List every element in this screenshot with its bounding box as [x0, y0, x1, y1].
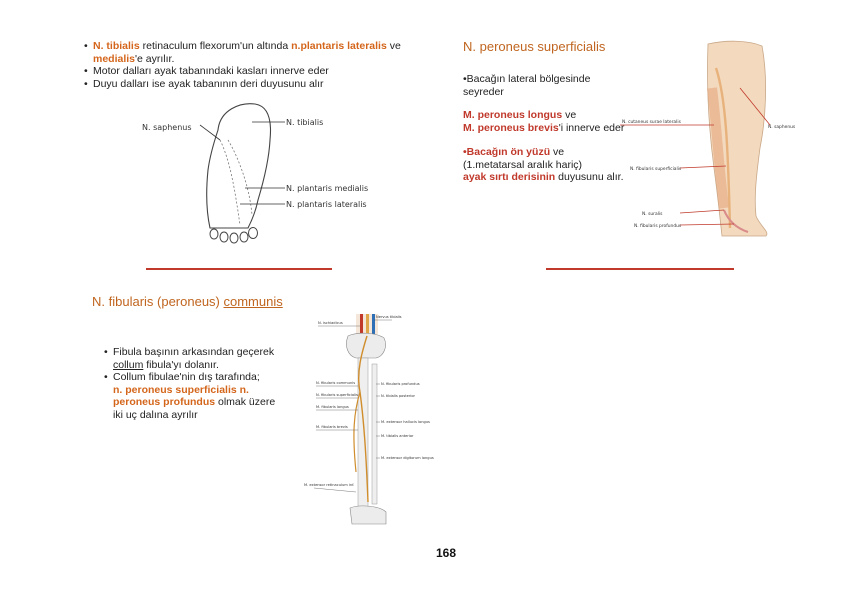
sensory-line-2: (1.metatarsal aralık hariç)	[463, 158, 583, 171]
fibularis-communis-text	[104, 346, 296, 421]
sk-label-fib-prof: N. fibularis profundus	[381, 382, 420, 386]
bullet-1-part-4: ve	[386, 40, 401, 52]
bullet-1-part-5: medialis	[93, 52, 136, 65]
lateral-line-1: •Bacağın lateral bölgesinde	[463, 73, 591, 85]
bullet-1-part-3: n.plantaris lateralis	[291, 40, 387, 52]
leg-figure	[620, 38, 810, 243]
fibularis-communis-heading: N. fibularis (peroneus) communis	[92, 294, 283, 309]
tibialis-bullet-2	[84, 65, 404, 78]
leg-label-cutaneus: N. cutaneus surae lateralis	[622, 120, 681, 125]
sk-label-fib-brev: M. fibularis brevis	[316, 425, 348, 429]
bullet-1-part-2: retinaculum flexorum'un altında	[139, 40, 292, 52]
tibialis-bullet-1	[84, 40, 404, 65]
tibialis-text-block	[84, 40, 404, 90]
label-plantaris-lateralis: N. plantaris lateralis	[286, 200, 367, 209]
sk-label-peron-long: M. fibularis longus	[316, 405, 349, 409]
sk-label-ischiadicus: N. ischiadicus	[318, 321, 343, 325]
innervation-line-1: M. peroneus longus ve	[463, 109, 577, 121]
bullet-2-part-1: Motor dalları ayak tabanındaki kasları innerve eder	[93, 65, 329, 77]
bullet-1-part-1: N. tibialis	[93, 40, 140, 52]
leg-skeleton-figure	[300, 312, 434, 544]
sk-label-fib-sup: N. fibularis superficialis	[316, 393, 358, 397]
leg-label-fibularis-superficialis: N. fibularis superficialis	[630, 167, 682, 172]
label-saphenus: N. saphenus	[142, 123, 192, 132]
divider-right	[546, 268, 734, 270]
sk-label-tibialis-top: Nervus tibialis	[376, 315, 402, 319]
sk-label-fib-comm: N. fibularis communis	[316, 381, 356, 385]
peroneus-superficialis-heading: N. peroneus superficialis	[463, 39, 606, 54]
label-plantaris-medialis: N. plantaris medialis	[286, 184, 369, 193]
foot-sole-figure	[140, 100, 380, 250]
leg-label-fibularis-profundus: N. fibularis profundus	[634, 224, 682, 229]
sk-label-tib-ant: M. tibialis anterior	[381, 434, 414, 438]
label-tibialis: N. tibialis	[286, 118, 324, 127]
sk-label-retinaculum: M. extensor retinaculum inf.	[304, 483, 355, 487]
bullet-1-part-6: 'e ayrılır.	[135, 52, 175, 65]
sensory-line-3: ayak sırtı derisinin duyusunu alır.	[463, 171, 624, 183]
sk-label-ext-dig: M. extensor digitorum longus	[381, 456, 434, 460]
sensory-line-1: •Bacağın ön yüzü ve	[463, 146, 565, 158]
leg-label-saphenus: N. saphenus	[768, 125, 796, 130]
divider-left	[146, 268, 332, 270]
communis-bullet-1: • Fibula başının arkasından geçerek collum fibula'yı dolanır.	[104, 346, 296, 371]
sk-label-tib-post: N. tibialis posterior	[381, 394, 415, 398]
communis-bullet-2: • Collum fibulae'nin dış tarafında; n. peroneus superficialis n. peroneus profundus olmak üzere iki uç dalına ayrılır	[104, 371, 296, 421]
innervation-line-2: M. peroneus brevis'i innerve eder	[463, 121, 625, 134]
page-number: 168	[436, 546, 457, 560]
bullet-3-part-1: Duyu dalları ise ayak tabanının deri duyusunu alır	[93, 77, 324, 90]
tibialis-bullet-3	[84, 78, 404, 91]
leg-label-suralis: N. suralis	[642, 212, 663, 217]
lateral-line-2: seyreder	[463, 85, 504, 98]
sk-label-ext-hall: M. extensor hallucis longus	[381, 420, 430, 424]
